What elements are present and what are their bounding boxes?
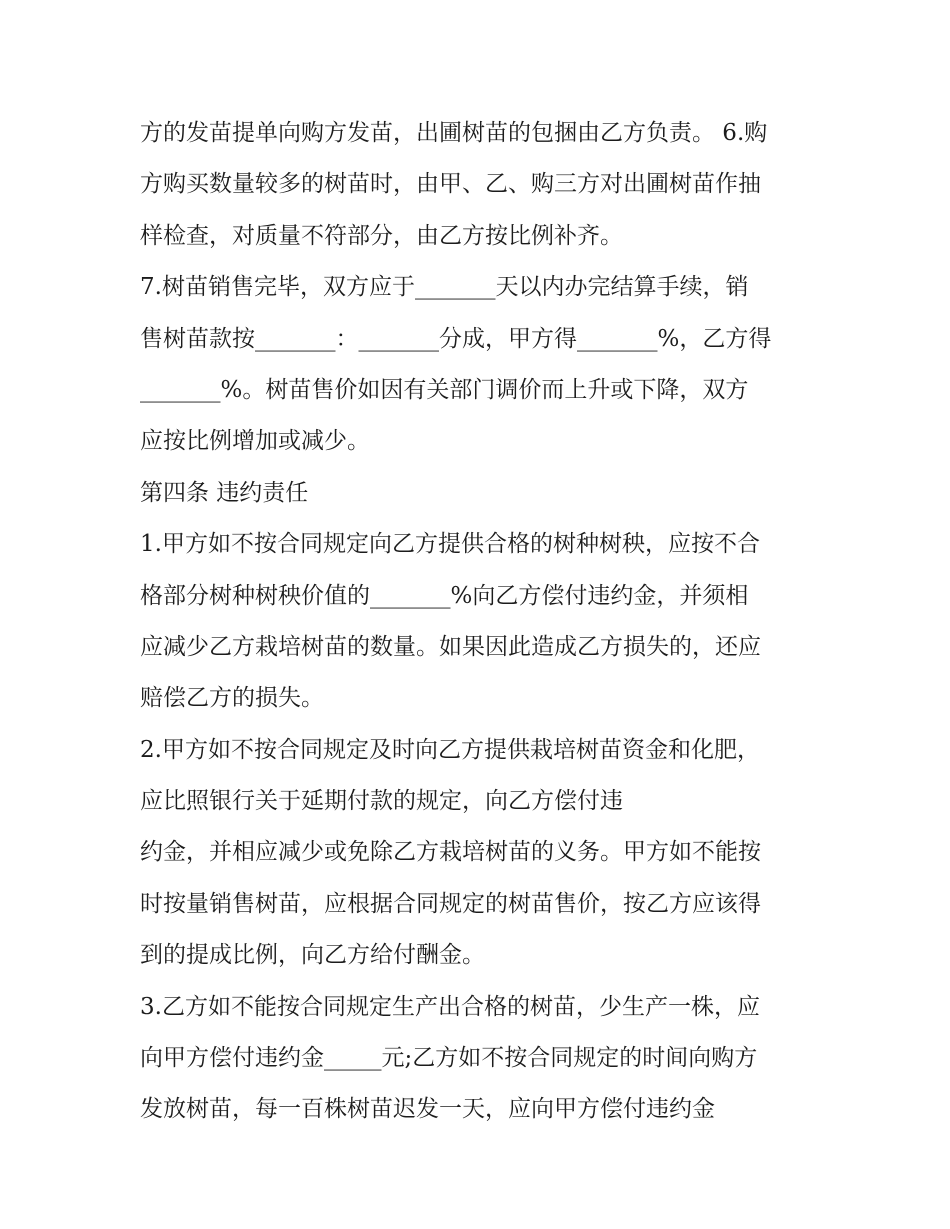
text-line: 1.甲方如不按合同规定向乙方提供合格的树种树秧，应按不合 [140,531,760,558]
text-line: 售树苗款按_______：_______分成，甲方得_______%，乙方得 [140,325,772,352]
text-line: 到的提成比例，向乙方给付酬金。 [140,942,485,969]
text-line: 3.乙方如不能按合同规定生产出合格的树苗，少生产一株，应 [140,993,760,1020]
text-line: 7.树苗销售完毕，双方应于_______天以内办完结算手续，销 [140,274,749,301]
text-line: 时按量销售树苗，应根据合同规定的树苗售价，按乙方应该得 [140,890,761,917]
text-line: 赔偿乙方的损失。 [140,685,324,712]
text-line: 2.甲方如不按合同规定及时向乙方提供栽培树苗资金和化肥， [140,736,760,763]
text-line: 应减少乙方栽培树苗的数量。如果因此造成乙方损失的，还应 [140,633,761,660]
text-line: 向甲方偿付违约金_____元;乙方如不按合同规定的时间向购方 [140,1045,758,1072]
text-line: 方购买数量较多的树苗时，由甲、乙、购三方对出圃树苗作抽 [140,171,761,198]
text-line: 格部分树种树秧价值的_______%向乙方偿付违约金，并须相 [140,582,749,609]
text-line: 样检查，对质量不符部分，由乙方按比例补齐。 [140,222,623,249]
text-line: 方的发苗提单向购方发苗，出圃树苗的包捆由乙方负责。 6.购 [140,120,768,146]
text-line: 应按比例增加或减少。 [140,428,370,455]
text-line: 约金，并相应减少或免除乙方栽培树苗的义务。甲方如不能按 [140,839,761,866]
text-line: 发放树苗，每一百株树苗迟发一天，应向甲方偿付违约金 [140,1096,715,1123]
text-line: 应比照银行关于延期付款的规定，向乙方偿付违 [140,788,623,815]
text-line: _______%。树苗售价如因有关部门调价而上升或下降，双方 [140,376,749,403]
section-heading: 第四条 违约责任 [140,479,309,506]
document-body [140,108,830,1136]
